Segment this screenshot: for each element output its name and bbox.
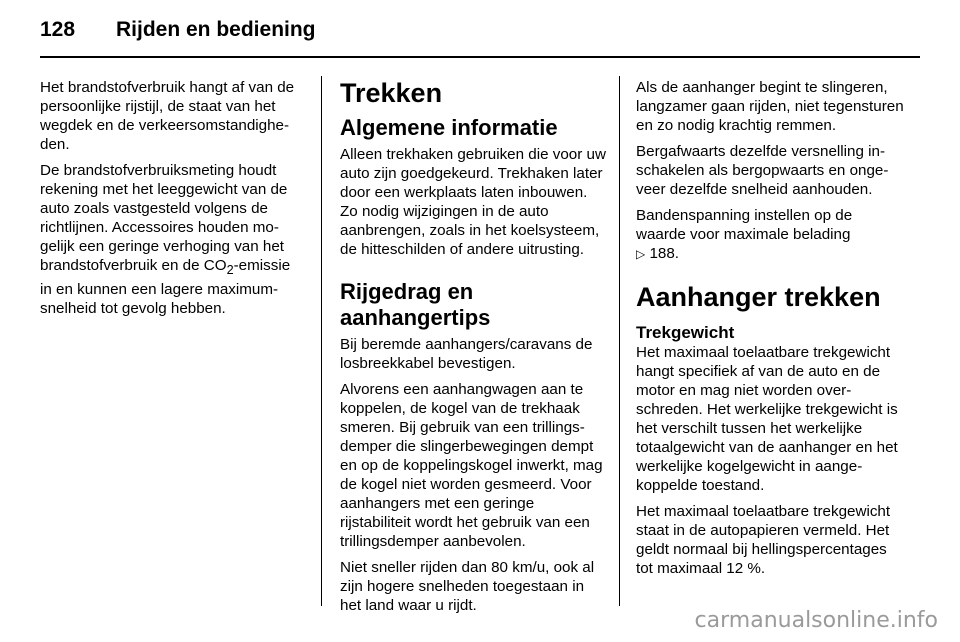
paragraph: Als de aanhanger begint te slingeren, langzamer gaan rijden, niet tegensturen en zo nodig krachtig remmen. xyxy=(636,79,904,134)
watermark: carmanualsonline.info xyxy=(694,608,938,633)
paragraph-co2: De brandstofverbruiksmeting houdt rekening met het leeggewicht van de auto zoals vastgesteld volgens de richtlijnen. Accessoires houden mogelijk een geringe verhoging van het brandstofverbruik en de $CO_2$-emissie in en kunnen een lagere maximumsnelheid tot gevolg hebben. xyxy=(40,162,291,318)
subheading-algemene-informatie: Algemene informatie xyxy=(340,115,558,140)
column-divider xyxy=(321,76,322,606)
paragraph: Het brandstofverbruik hangt af van de persoonlijke rijstijl, de staat van het wegdek en de verkeersomstandigheden. xyxy=(40,79,295,153)
paragraph: Bergafwaarts dezelfde versnelling inschakelen als bergopwaarts en ongeveer dezelfde snelheid aanhouden. xyxy=(636,143,889,198)
paragraph-bandenspanning: Bandenspanning instellen op de waarde voor maximale belading ▷ 188. xyxy=(636,207,853,262)
header-rule xyxy=(40,56,920,58)
subheading-trekgewicht: Trekgewicht xyxy=(636,323,735,342)
page-reference-link[interactable]: 188. xyxy=(649,245,680,262)
paragraph: Niet sneller rijden dan 80 km/u, ook al zijn hogere snelheden toegestaan in het land waar u rijdt. xyxy=(340,559,595,614)
column-3 xyxy=(636,78,906,585)
column-divider xyxy=(619,76,620,606)
column-2 xyxy=(340,78,608,622)
page-title: Rijden en bediening xyxy=(116,18,316,41)
paragraph: Bij beremde aanhangers/caravans de losbreekkabel bevestigen. xyxy=(340,336,593,372)
page-reference-icon: ▷ xyxy=(636,247,646,261)
section-heading-aanhanger-trekken: Aanhanger trekken xyxy=(636,282,881,312)
column-1 xyxy=(40,78,305,325)
paragraph: Het maximaal toelaatbare trekgewicht hangt specifiek af van de auto en de motor en mag niet worden overschreden. Het werkelijke trekgewicht is het verschilt tussen het werkelijke totaalgewicht van de aanhanger en het werkelijke kogelgewicht in aangekoppelde toestand. xyxy=(636,344,898,494)
section-heading-trekken: Trekken xyxy=(340,78,443,108)
page-number: 128 xyxy=(40,18,76,41)
subscript-2: 2 xyxy=(226,263,234,278)
page-header xyxy=(40,16,920,56)
paragraph: Het maximaal toelaatbare trekgewicht staat in de autopapieren vermeld. Het geldt normaal bij hellingspercentages tot maximaal 12 %. xyxy=(636,503,891,577)
subheading-rijgedrag: Rijgedrag en aanhangertips xyxy=(340,279,491,330)
paragraph: Alleen trekhaken gebruiken die voor uw auto zijn goedgekeurd. Trekhaken later door een werkplaats laten inbouwen. Zo nodig wijzigingen in de auto aanbrengen, zoals in het koelsysteem, de hitteschilden of andere uitrusting. xyxy=(340,146,606,258)
paragraph: Alvorens een aanhangwagen aan te koppelen, de kogel van de trekhaak smeren. Bij gebruik van een trillingsdemper die slingerbewegingen dempt en op de koppelingskogel inwerkt, mag de kogel niet worden gesmeerd. Voor aanhangers met een geringe rijstabiliteit wordt het gebruik van een trillingsdemper aanbevolen. xyxy=(340,381,603,550)
